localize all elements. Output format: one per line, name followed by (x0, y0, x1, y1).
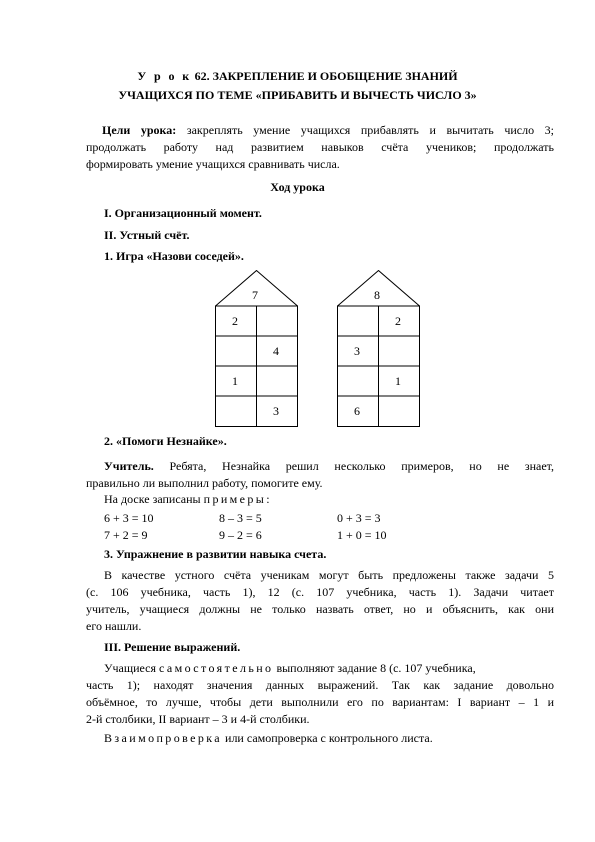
dunno-line-1 (86, 459, 554, 474)
lesson-word: У р о к (137, 69, 192, 83)
example: 6 + 3 = 10 (104, 511, 154, 525)
house-cell: 2 (232, 314, 238, 328)
example: 0 + 3 = 3 (337, 511, 381, 525)
goals-text-1: закреплять умение учащихся прибавлять и вычитать число 3; (176, 123, 554, 137)
roof-number: 8 (374, 288, 380, 302)
example: 7 + 2 = 9 (104, 528, 148, 542)
board-spaced: примеры (203, 492, 267, 506)
solving-line-5 (104, 731, 433, 746)
number-house-8 (337, 270, 420, 427)
counting-line-3: учитель, учащиеся должны не только назвать ответ, но и объяснить, как они (86, 602, 554, 616)
board-prefix: На доске записаны (104, 492, 204, 506)
example: 8 – 3 = 5 (219, 511, 262, 525)
example: 9 – 2 = 6 (219, 528, 262, 542)
board-line (104, 492, 270, 507)
course-heading: Ход урока (270, 180, 325, 194)
house-cell: 6 (354, 404, 360, 418)
mutual-check: Взаимопроверка (104, 731, 223, 745)
solving-line-3: объёмное, то лучше, чтобы дети выполнили его по вариантам: I вариант – 1 и (86, 695, 554, 709)
solving-line-2: часть 1); находят значения данных выражений. Так как задание довольно (86, 678, 554, 692)
counting-line-1: В качестве устного счёта ученикам могут быть предложены также задачи 5 (104, 568, 554, 582)
goals-line-2: продолжать работу над развитием навыков счёта учеников; продолжать (86, 140, 554, 154)
number-house-7 (215, 270, 298, 427)
house-cell: 3 (354, 344, 360, 358)
counting-line-2: (с. 106 учебника, часть 1), 12 (с. 107 учебника, часть 1). Задачи читает (86, 585, 554, 599)
section-help-dunno: 2. «Помоги Незнайке». (104, 434, 227, 448)
house-cell: 1 (395, 374, 401, 388)
solving-prefix: Учащиеся (104, 661, 159, 675)
lesson-title-text: 62. ЗАКРЕПЛЕНИЕ И ОБОБЩЕНИЕ ЗНАНИЙ (191, 69, 458, 83)
solving-line-4: 2-й столбики, II вариант – 3 и 4-й столбики. (86, 712, 310, 726)
goals-label: Цели урока: (102, 123, 177, 137)
house-cell: 2 (395, 314, 401, 328)
example: 1 + 0 = 10 (337, 528, 387, 542)
section-oral-counting: II. Устный счёт. (104, 228, 190, 242)
goals-line-1 (86, 123, 554, 138)
house-cell: 3 (273, 404, 279, 418)
solving-spaced: самостоятельно (159, 661, 274, 675)
teacher-label: Учитель. (104, 459, 154, 473)
section-counting-exercise: 3. Упражнение в развитии навыка счета. (104, 547, 327, 561)
lesson-title-line-2: УЧАЩИХСЯ ПО ТЕМЕ «ПРИБАВИТЬ И ВЫЧЕСТЬ ЧИСЛО 3» (118, 88, 477, 102)
solving-text-1: выполняют задание 8 (с. 107 учебника, (273, 661, 476, 675)
section-organizational: I. Организационный момент. (104, 206, 262, 220)
roof-number: 7 (252, 288, 258, 302)
board-suffix: : (266, 492, 270, 506)
dunno-line-2: правильно ли выполнил работу, помогите ему. (86, 476, 323, 490)
solving-line-1 (104, 661, 476, 676)
solving-text-5: или самопроверка с контрольного листа. (222, 731, 433, 745)
lesson-title-line-1 (0, 69, 595, 84)
goals-line-3: формировать умение учащихся сравнивать числа. (86, 157, 340, 171)
house-cell: 4 (273, 344, 279, 358)
section-solving-expressions: III. Решение выражений. (104, 640, 241, 654)
section-game-neighbors: 1. Игра «Назови соседей». (104, 249, 244, 263)
counting-line-4: его нашли. (86, 619, 142, 633)
dunno-text-1: Ребята, Незнайка решил несколько примеров, но не знает, (153, 459, 554, 473)
house-cell: 1 (232, 374, 238, 388)
